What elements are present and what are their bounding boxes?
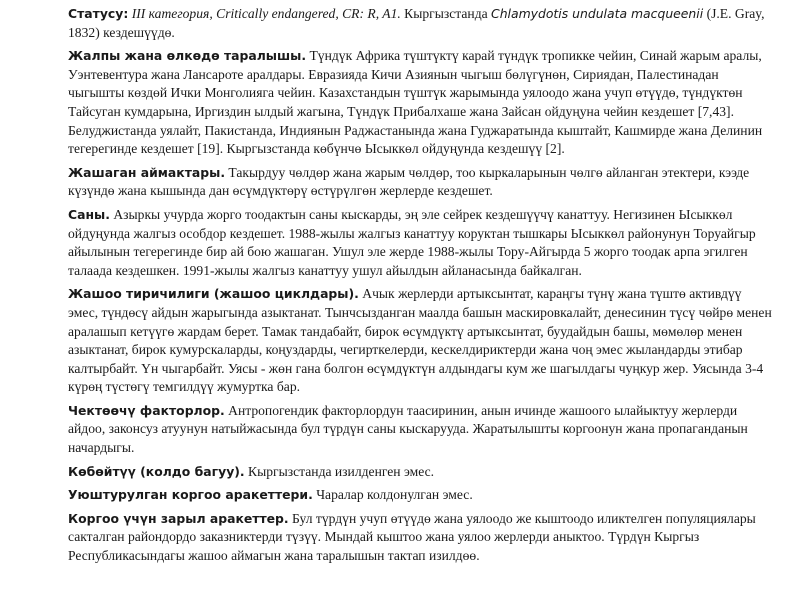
breeding-heading: Көбөйтүү (колдо багуу). xyxy=(68,463,245,479)
count-section xyxy=(68,206,772,280)
status-category: III категория, Critically endangered, CR: R, A1. xyxy=(131,6,401,21)
status-text-1: Кыргызстанда xyxy=(400,6,492,21)
measures-text: Чаралар колдонулган эмес. xyxy=(312,487,473,503)
status-heading: Статусу: xyxy=(68,6,129,21)
needed-section xyxy=(68,510,772,566)
measures-section xyxy=(68,486,772,505)
factors-heading: Чектөөчү факторлор. xyxy=(68,402,225,418)
habitat-section xyxy=(68,164,772,201)
species-name: Chlamydotis undulata macqueenii xyxy=(491,6,704,21)
breeding-text: Кыргызстанда изилденген эмес. xyxy=(244,463,435,479)
status-section xyxy=(68,5,772,42)
count-heading: Саны. xyxy=(68,206,110,222)
life-text: Ачык жерлерди артыксынтат, караңгы түнү жана түштө активдүү эмес, түндөсү айдын жарыгында азыктанат. Тынчсызданган маалда башын маскировкалайт, денесинин түсү чөйрө менен аралашып кетүүгө жардам берет. Тамак тандабайт, бирок өсүмдүктү артыксынтат, буудайдын башы, мөмөлөр менен азыктанат, бирок кумурскаларды, коңуздарды, чегирткелерди, кескелдириктерди жана чоң эмес жыландарды этибар калтырбайт. Үн чыгарбайт. Уясы - жөн гана болгон өсүмдүктүн алдындагы кум же шагылдагы чуңкур жер. Уясында 3-4 күрөң түстөгү темгилдүү жумуртка бар. xyxy=(68,286,772,395)
count-text: Азыркы учурда жорго тоодактын саны кыскарды, эң эле сейрек кездешүүчү канаттуу. Негизинен Ысыккөл ойдуңунда жалгыз особдор кездешет. 1988-жылы жалгыз канаттуу коруктан тышкары Ысыккөл районунун Торуайгыр айылынын тегерегинде бир ай бою жашаган. Ушул эле жерде 1988-жылы Тору-Айгырда 5 жорго тоодак арпа эгилген талаада кездешкен. 1991-жылы жалгыз канаттуу ушул айылдын айланасында байкалган. xyxy=(68,206,756,278)
distribution-text: Түндүк Африка түштүктү карай түндүк тропикке чейин, Синай жарым аралы, Уэнтевентура жана Лансароте аралдары. Евразияда Кичи Азиянын чыгыш бөлүгүнөн, Сириядан, Палестинадан чыгышты көздөй Ички Монголияга чейин. Казахстандын түштүк жарымында уялоодо жана учуп өтүүдө, түндүктөн Тайсуган кумдарына, Иргиздин ылдый жагына, Түндүк Прибалхаше жана Зайсан ойдуңуна чейин кездешет [7,43]. Белуджистанда уялайт, Пакистанда, Индиянын Раджастанында жана Гуджаратында кыштайт, Кашмирде жана Делинин тегерегинде кездешет [19]. Кыргызстанда көбүнчө Ысыккөл ойдуңунда кездешүү [2]. xyxy=(68,48,763,157)
distribution-heading: Жалпы жана өлкөдө таралышы. xyxy=(68,48,307,64)
measures-heading: Уюштурулган коргоо аракеттери. xyxy=(68,487,313,503)
factors-section xyxy=(68,402,772,458)
distribution-section xyxy=(68,47,772,159)
breeding-section xyxy=(68,463,772,482)
habitat-text: Такырдуу чөлдөр жана жарым чөлдөр, тоо кыркаларынын чөлгө айланган этектери, кээде күзүндө жана кышында дан өсүмдүктөрү өстүрүлгөн жерлерде кездешет. xyxy=(68,164,750,199)
life-heading: Жашоо тиричилиги (жашоо циклдары). xyxy=(68,286,359,302)
factors-text: Антропогендик факторлордун таасиринин, анын ичинде жашоого ылайыктуу жерлерди айдоо, законсуз атуунун натыйжасында бул түрдүн саны кыскарууда. Жаратылышты коргоонун жана пропаганданын начардыгы. xyxy=(68,402,748,456)
needed-text: Бул түрдүн учуп өтүүдө жана уялоодо же кыштоодо иликтелген популяциялары сакталган райондордо заказниктерди түзүү. Мындай кыштоо жана уялоо жерлерди аныктоо. Түрдүн Кыргыз Республикасындагы жашоо аймагын жана таралышын тактап изилдөө. xyxy=(68,510,756,564)
status-text-2: (J.E. Gray, 1832) кездешүүдө. xyxy=(68,6,765,40)
needed-heading: Коргоо үчүн зарыл аракеттер. xyxy=(68,510,289,526)
life-section xyxy=(68,285,772,397)
habitat-heading: Жашаган аймактары. xyxy=(68,164,226,180)
